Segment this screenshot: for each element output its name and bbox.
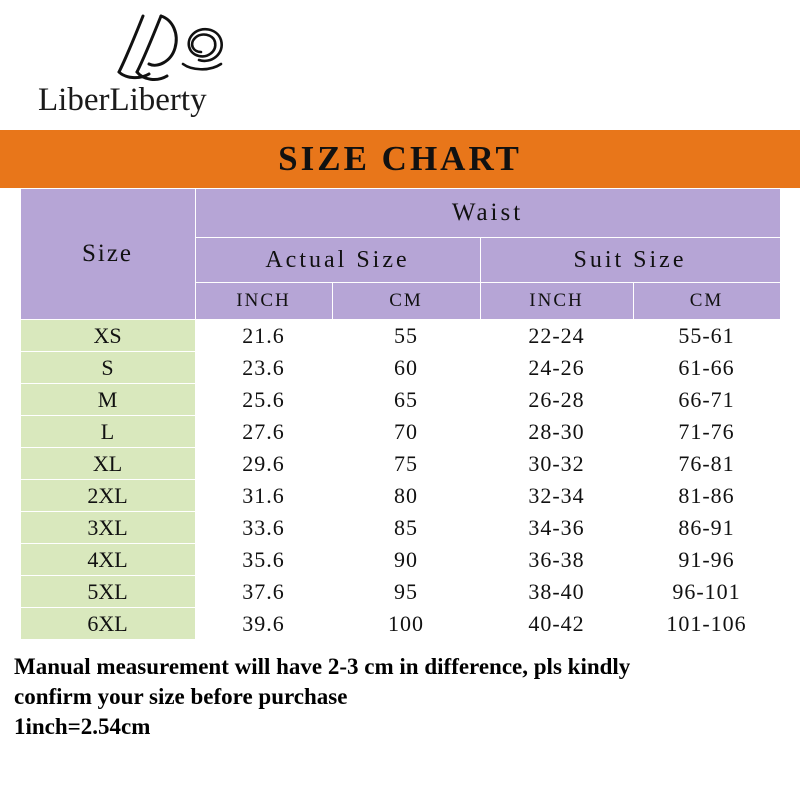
table-row [20,416,780,448]
row-size-label: XS [20,320,195,352]
table-row [20,448,780,480]
row-actual-inch: 29.6 [195,448,332,480]
row-suit-cm: 91-96 [633,544,780,576]
row-actual-cm: 60 [332,352,480,384]
row-actual-cm: 70 [332,416,480,448]
row-suit-inch: 38-40 [480,576,633,608]
row-actual-cm: 85 [332,512,480,544]
row-suit-cm: 61-66 [633,352,780,384]
size-chart-table [20,188,781,640]
row-suit-inch: 40-42 [480,608,633,640]
header-suit-size: Suit Size [480,238,780,283]
table-row [20,576,780,608]
title-band [0,130,800,188]
table-row [20,352,780,384]
table-header-row-group [20,189,780,238]
row-actual-inch: 35.6 [195,544,332,576]
table-row [20,608,780,640]
table-row [20,384,780,416]
header-suit-inch: INCH [480,283,633,320]
row-size-label: L [20,416,195,448]
row-suit-cm: 96-101 [633,576,780,608]
header-actual-inch: INCH [195,283,332,320]
header-actual-size: Actual Size [195,238,480,283]
brand-name: LiberLiberty [38,82,207,118]
row-actual-inch: 39.6 [195,608,332,640]
row-size-label: XL [20,448,195,480]
header-suit-cm: CM [633,283,780,320]
header-actual-cm: CM [332,283,480,320]
note-line-3: 1inch=2.54cm [14,713,151,739]
header-waist: Waist [195,189,780,238]
row-suit-inch: 32-34 [480,480,633,512]
row-size-label: 6XL [20,608,195,640]
row-actual-inch: 21.6 [195,320,332,352]
table-row [20,480,780,512]
row-suit-inch: 28-30 [480,416,633,448]
row-suit-cm: 66-71 [633,384,780,416]
row-suit-cm: 81-86 [633,480,780,512]
row-actual-cm: 95 [332,576,480,608]
page-title: SIZE CHART [278,139,522,178]
row-actual-cm: 55 [332,320,480,352]
row-suit-inch: 36-38 [480,544,633,576]
row-size-label: 2XL [20,480,195,512]
row-actual-inch: 25.6 [195,384,332,416]
row-suit-cm: 101-106 [633,608,780,640]
row-size-label: 3XL [20,512,195,544]
row-actual-inch: 23.6 [195,352,332,384]
row-suit-inch: 26-28 [480,384,633,416]
table-row [20,544,780,576]
row-size-label: 4XL [20,544,195,576]
row-size-label: M [20,384,195,416]
brand-header [0,0,800,130]
measurement-note [0,640,800,742]
brand-logo-icon [105,8,285,86]
row-suit-inch: 22-24 [480,320,633,352]
note-line-1: Manual measurement will have 2-3 cm in difference, pls kindly [14,654,631,679]
row-actual-inch: 31.6 [195,480,332,512]
row-actual-inch: 27.6 [195,416,332,448]
row-size-label: 5XL [20,576,195,608]
row-size-label: S [20,352,195,384]
row-actual-cm: 90 [332,544,480,576]
table-row [20,320,780,352]
row-suit-inch: 34-36 [480,512,633,544]
row-actual-cm: 80 [332,480,480,512]
row-actual-cm: 65 [332,384,480,416]
row-suit-inch: 30-32 [480,448,633,480]
row-actual-inch: 37.6 [195,576,332,608]
row-actual-cm: 75 [332,448,480,480]
row-suit-cm: 55-61 [633,320,780,352]
row-suit-cm: 86-91 [633,512,780,544]
row-actual-inch: 33.6 [195,512,332,544]
table-row [20,512,780,544]
row-suit-inch: 24-26 [480,352,633,384]
row-suit-cm: 71-76 [633,416,780,448]
note-line-2: confirm your size before purchase [14,683,348,709]
row-actual-cm: 100 [332,608,480,640]
row-suit-cm: 76-81 [633,448,780,480]
header-size: Size [20,189,195,320]
